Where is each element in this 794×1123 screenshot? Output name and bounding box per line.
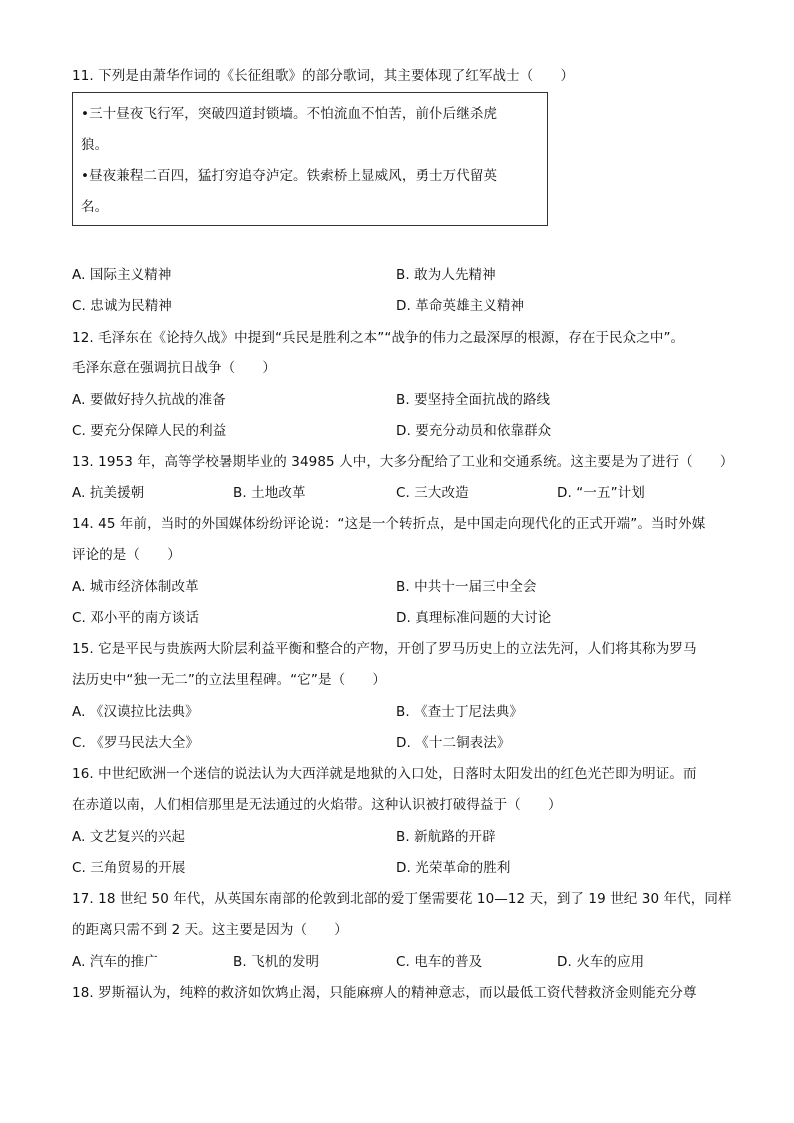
- q11-box-line: 名。: [81, 199, 109, 215]
- q14-option-c[interactable]: C. 邓小平的南方谈话: [72, 610, 200, 626]
- q11-box-line: 狼。: [81, 137, 109, 153]
- q17-stem-line-2: 的距离只需不到 2 天。这主要是因为（ ）: [72, 922, 348, 938]
- q12-stem-line-2: 毛泽东意在强调抗日战争（ ）: [72, 360, 276, 376]
- q17-option-a[interactable]: A. 汽车的推广: [72, 954, 158, 970]
- q11-option-c[interactable]: C. 忠诚为民精神: [72, 298, 172, 314]
- q14-option-b[interactable]: B. 中共十一届三中全会: [396, 579, 537, 595]
- q12-option-d[interactable]: D. 要充分动员和依靠群众: [396, 423, 552, 439]
- q11-lyrics-box: [72, 92, 548, 226]
- q11-stem: 11. 下列是由萧华作词的《长征组歌》的部分歌词，其主要体现了红军战士（ ）: [72, 68, 575, 84]
- q16-option-b[interactable]: B. 新航路的开辟: [396, 829, 496, 845]
- q13-option-b[interactable]: B. 土地改革: [233, 485, 306, 501]
- q13-stem: 13. 1953 年，高等学校暑期毕业的 34985 人中，大多分配给了工业和交通系统。这主要是为了进行（ ）: [72, 454, 734, 470]
- q11-box-line: •昼夜兼程二百四，猛打穷追夺泸定。铁索桥上显威风，勇士万代留英: [81, 168, 498, 184]
- q14-stem-line-1: 14. 45 年前，当时的外国媒体纷纷评论说：“这是一个转折点，是中国走向现代化的正式开端”。当时外媒: [72, 516, 706, 532]
- q11-option-a[interactable]: A. 国际主义精神: [72, 267, 172, 283]
- q15-option-a[interactable]: A. 《汉谟拉比法典》: [72, 704, 199, 720]
- q12-option-b[interactable]: B. 要坚持全面抗战的路线: [396, 392, 551, 408]
- q14-option-d[interactable]: D. 真理标准问题的大讨论: [396, 610, 552, 626]
- q15-option-d[interactable]: D. 《十二铜表法》: [396, 735, 511, 751]
- q16-option-d[interactable]: D. 光荣革命的胜利: [396, 860, 511, 876]
- q16-option-c[interactable]: C. 三角贸易的开展: [72, 860, 186, 876]
- q18-stem: 18. 罗斯福认为，纯粹的救济如饮鸩止渴，只能麻痹人的精神意志，而以最低工资代替救济金则能充分尊: [72, 985, 697, 1001]
- q17-option-c[interactable]: C. 电车的普及: [396, 954, 483, 970]
- q13-option-c[interactable]: C. 三大改造: [396, 485, 469, 501]
- q15-option-c[interactable]: C. 《罗马民法大全》: [72, 735, 200, 751]
- q15-stem-line-1: 15. 它是平民与贵族两大阶层利益平衡和整合的产物，开创了罗马历史上的立法先河，人们将其称为罗马: [72, 641, 697, 657]
- q12-stem-line-1: 12. 毛泽东在《论持久战》中提到“兵民是胜利之本”“战争的伟力之最深厚的根源，存在于民众之中”。: [72, 330, 685, 346]
- q12-option-c[interactable]: C. 要充分保障人民的利益: [72, 423, 227, 439]
- q11-option-d[interactable]: D. 革命英雄主义精神: [396, 298, 525, 314]
- q17-stem-line-1: 17. 18 世纪 50 年代，从英国东南部的伦敦到北部的爱丁堡需要花 10—12 天，到了 19 世纪 30 年代，同样: [72, 891, 732, 907]
- q12-option-a[interactable]: A. 要做好持久抗战的准备: [72, 392, 226, 408]
- q16-stem-line-1: 16. 中世纪欧洲一个迷信的说法认为大西洋就是地狱的入口处，日落时太阳发出的红色光芒即为明证。而: [72, 766, 697, 782]
- q15-stem-line-2: 法历史中“独一无二”的立法里程碑。“它”是（ ）: [72, 672, 386, 688]
- q11-box-line: •三十昼夜飞行军，突破四道封锁墙。不怕流血不怕苦，前仆后继杀虎: [81, 106, 498, 122]
- q14-stem-line-2: 评论的是（ ）: [72, 547, 181, 563]
- q14-option-a[interactable]: A. 城市经济体制改革: [72, 579, 199, 595]
- q11-option-b[interactable]: B. 敢为人先精神: [396, 267, 496, 283]
- q16-option-a[interactable]: A. 文艺复兴的兴起: [72, 829, 186, 845]
- q17-option-d[interactable]: D. 火车的应用: [557, 954, 645, 970]
- q13-option-a[interactable]: A. 抗美援朝: [72, 485, 145, 501]
- q16-stem-line-2: 在赤道以南，人们相信那里是无法通过的火焰带。这种认识被打破得益于（ ）: [72, 797, 562, 813]
- q15-option-b[interactable]: B. 《查士丁尼法典》: [396, 704, 523, 720]
- q17-option-b[interactable]: B. 飞机的发明: [233, 954, 320, 970]
- q13-option-d[interactable]: D. “一五”计划: [557, 485, 645, 501]
